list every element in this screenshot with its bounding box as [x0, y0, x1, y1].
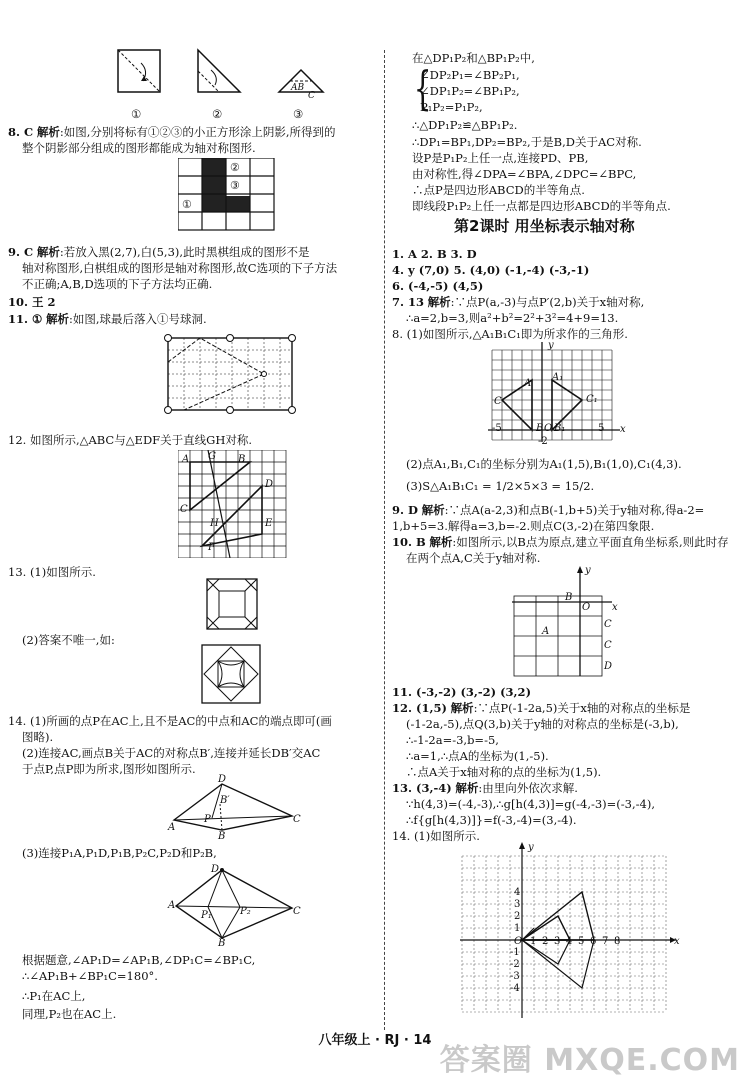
q9-answer: 9. C — [8, 245, 34, 259]
q14-d2-A: A — [168, 900, 176, 911]
q14-d1-P: P — [204, 814, 211, 825]
q9r-answer: 9. D — [392, 503, 418, 517]
g3-1: 1 — [514, 923, 521, 934]
q12-pt-H: H — [210, 518, 219, 529]
q12-line: 12. 如图所示,△ABC与△EDF关于直线GH对称. — [8, 433, 253, 447]
q14-d1-B: B — [218, 831, 226, 842]
g1-5: 5 — [598, 423, 605, 434]
q14-d2-D: D — [211, 864, 220, 875]
g3-x8: 8 — [614, 936, 621, 947]
q11-pool-table — [160, 330, 300, 418]
q9-line1 — [8, 244, 310, 260]
q13r-jiexi: 解析 — [455, 781, 479, 795]
q14-diagram-2 — [168, 864, 300, 946]
q13-r-line2: ∵h(4,3)=(-4,-3),∴g[h(4,3)]=g(-4,-3)=(-3,-4), — [406, 797, 655, 811]
q14-line8: ∴P₁在AC上, — [22, 989, 86, 1003]
q10r-answer: 10. B — [392, 535, 426, 549]
fold-label-2: ② — [212, 107, 223, 121]
q14-line4: 于点P,点P即为所求,图形如图所示. — [22, 762, 196, 776]
g1-B1: B₁ — [554, 423, 566, 434]
g1-B: B — [536, 423, 544, 434]
q14-line5: (3)连接P₁A,P₁D,P₁B,P₂C,P₂D和P₂B, — [22, 846, 217, 860]
q12-r-line2: (-1-2a,-5),点Q(3,b)关于y轴的对称点的坐标是(-3,b), — [406, 717, 679, 731]
q8-line2: 整个阴影部分组成的图形都能成为轴对称图形. — [22, 141, 256, 155]
q11-text: :如图,球最后落入①号球洞. — [68, 312, 207, 326]
q11-answer: 11. ① — [8, 312, 43, 326]
q9-line2: 轴对称图形,白棋组成的图形是轴对称图形,故C选项的下子方法 — [22, 261, 338, 275]
g1-minus2: -2 — [538, 436, 548, 447]
r-top-7: 设P是P₁P₂上任一点,连接PD、PB, — [412, 151, 589, 165]
q13r-text: :由里向外依次求解. — [478, 781, 578, 795]
q8b-line: (2)点A₁,B₁,C₁的坐标分别为A₁(1,5),B₁(1,0),C₁(4,3). — [406, 457, 682, 471]
q13-r-line1 — [392, 780, 578, 796]
g3-O: O — [514, 936, 523, 947]
q8c-line: (3)S△A₁B₁C₁ = 1/2×5×3 = 15/2. — [406, 479, 595, 493]
r-top-1: 在△DP₁P₂和△BP₁P₂中, — [412, 51, 535, 65]
q12r-answer: 12. (1,5) — [392, 701, 447, 715]
q14-diagram-1 — [168, 774, 300, 838]
g3-x5: 5 — [578, 936, 585, 947]
q12-pt-G: G — [208, 451, 216, 462]
q14-d1-D: D — [218, 774, 227, 785]
g3-2: 2 — [514, 911, 521, 922]
q8-text1: :如图,分别将标有①②③的小正方形涂上阴影,所得到的 — [59, 125, 336, 139]
fold-ab-label: AB — [291, 83, 305, 93]
g2-y: y — [585, 565, 591, 576]
g1-O: O — [544, 423, 553, 434]
fold-label-1: ① — [131, 107, 142, 121]
q14-line6: 根据题意,∠AP₁D=∠AP₁B,∠DP₁C=∠BP₁C, — [22, 953, 256, 967]
q10r-text: :如图所示,以B点为原点,建立平面直角坐标系,则此时存 — [452, 535, 729, 549]
g3-x4: 4 — [566, 936, 573, 947]
q14-d1-Bp: B′ — [220, 795, 230, 806]
r-line-2: 4. y (7,0) 5. (4,0) (-1,-4) (-3,-1) — [392, 263, 590, 277]
q12-grid — [178, 450, 288, 558]
q14-r-line: 14. (1)如图所示. — [392, 829, 480, 843]
q14-d2-P2: P₂ — [240, 906, 251, 917]
q9-r-line1 — [392, 502, 704, 518]
column-divider — [384, 50, 385, 1030]
q14-line3: (2)连接AC,画点B关于AC的对称点B′,连接并延长DB′交AC — [22, 746, 321, 760]
q12-pt-D: D — [265, 479, 274, 490]
g1-y: y — [548, 340, 554, 351]
q14-line2: 图略). — [22, 730, 54, 744]
svg-text:①: ① — [182, 198, 192, 211]
g1-minus5: -5 — [492, 423, 502, 434]
q9r-jiexi: 解析 — [421, 503, 445, 517]
page-footer: 八年级上 · RJ · 14 — [318, 1033, 432, 1048]
g3-m4: -4 — [510, 983, 520, 994]
fold-label-3: ③ — [293, 107, 304, 121]
q12-r-line4: ∴a=1,∴点A的坐标为(1,-5). — [406, 749, 549, 763]
g2-C: C — [604, 619, 612, 630]
r-top-8: 由对称性,得∠DPA=∠BPA,∠DPC=∠BPC, — [412, 167, 637, 181]
q10: 10. 王 2 — [8, 295, 56, 309]
g3-x7: 7 — [602, 936, 609, 947]
r-line-5: ∴a=2,b=3,则a²+b²=2²+3²=4+9=13. — [406, 311, 619, 325]
fold-c-label: C — [308, 91, 315, 101]
r-top-9: ∴点P是四边形ABCD的半等角点. — [412, 183, 585, 197]
q13-figure-1 — [205, 577, 259, 631]
q14-d2-C: C — [293, 906, 301, 917]
g2-O: O — [582, 602, 591, 613]
q11-line — [8, 311, 207, 327]
g3-m3: -3 — [510, 971, 520, 982]
section-title: 第2课时 用坐标表示轴对称 — [454, 217, 635, 235]
q12r-jiexi: 解析 — [450, 701, 474, 715]
g1-C1: C₁ — [586, 394, 598, 405]
q12-pt-C: C — [180, 504, 188, 515]
q9-r-line2: 1,b+5=3.解得a=3,b=-2.则点C(3,-2)在第四象限. — [392, 519, 655, 533]
q11-r-line: 11. (-3,-2) (3,-2) (3,2) — [392, 685, 532, 699]
g1-A: A — [524, 378, 532, 389]
g3-x3: 3 — [554, 936, 561, 947]
q7-answer: 7. 13 — [392, 295, 425, 309]
g2-C2: C — [604, 640, 612, 651]
g3-m2: -2 — [510, 959, 520, 970]
g3-x: x — [674, 936, 680, 947]
q12r-text: :∵点P(-1-2a,5)关于x轴的对称点的坐标是 — [473, 701, 691, 715]
g2-D: D — [604, 661, 613, 672]
q7-jiexi: 解析 — [427, 295, 451, 309]
r-top-2: ∠DP₂P₁=∠BP₂P₁, — [420, 68, 520, 82]
q14-d1-C: C — [293, 814, 301, 825]
q13-figure-2 — [200, 643, 262, 705]
r-top-5: ∴△DP₁P₂≌△BP₁P₂. — [412, 118, 518, 132]
q10-r-line2: 在两个点A,C关于y轴对称. — [406, 551, 541, 565]
q8-answer: 8. C — [8, 125, 34, 139]
q10-r-line1 — [392, 534, 729, 550]
r-line-3: 6. (-4,-5) (4,5) — [392, 279, 484, 293]
g2-x: x — [612, 602, 618, 613]
q12-pt-E: E — [265, 518, 273, 529]
g3-x1: 1 — [530, 936, 537, 947]
q8-grid — [178, 158, 278, 234]
q12-pt-F: F — [208, 542, 215, 553]
q12-pt-B: B — [238, 454, 246, 465]
q10r-jiexi: 解析 — [429, 535, 453, 549]
r-top-10: 即线段P₁P₂上任一点都是四边形ABCD的半等角点. — [412, 199, 671, 213]
q13-r-line3: ∴f{g[h(4,3)]}=f(-3,-4)=(3,-4). — [406, 813, 577, 827]
g1-x: x — [620, 424, 626, 435]
q14-d2-B: B — [218, 938, 226, 949]
svg-text:③: ③ — [230, 179, 240, 192]
g1-C: C — [494, 396, 502, 407]
q12-pt-A: A — [182, 454, 190, 465]
system-brace: { — [413, 61, 432, 115]
q14-coordinate-grid — [460, 842, 682, 1022]
r-line-6: 8. (1)如图所示,△A₁B₁C₁即为所求作的三角形. — [392, 327, 628, 341]
q14-d1-A: A — [168, 822, 176, 833]
q13r-answer: 13. (3,-4) — [392, 781, 452, 795]
q12-r-line5: ∴点A关于x轴对称的点的坐标为(1,5). — [406, 765, 602, 779]
g3-4: 4 — [514, 887, 521, 898]
r-line-4 — [392, 294, 644, 310]
r-line-1: 1. A 2. B 3. D — [392, 247, 477, 261]
q7-text: :∵点P(a,-3)与点P′(2,b)关于x轴对称, — [450, 295, 645, 309]
q8-line1 — [8, 124, 336, 140]
q9r-text: :∵点A(a-2,3)和点B(-1,b+5)关于y轴对称,得a-2= — [444, 503, 705, 517]
watermark: 答案圈 MXQE.COM — [439, 1043, 740, 1078]
g3-y: y — [528, 842, 534, 853]
q11-jiexi: 解析 — [45, 312, 69, 326]
svg-text:②: ② — [230, 161, 240, 174]
q9-text1: :若放入黑(2,7),白(5,3),此时黑棋组成的图形不是 — [59, 245, 310, 259]
g3-x2: 2 — [542, 936, 549, 947]
q13b-line: (2)答案不唯一,如: — [22, 633, 115, 647]
q14-d2-P1: P₁ — [201, 910, 212, 921]
q14-line9: 同理,P₂也在AC上. — [22, 1007, 117, 1021]
r-top-3: ∠DP₁P₂=∠BP₁P₂, — [420, 84, 520, 98]
folding-diagram — [113, 45, 343, 125]
r-top-4: P₁P₂=P₁P₂, — [420, 100, 483, 114]
g1-A1: A₁ — [552, 372, 564, 383]
q9-jiexi: 解析 — [36, 245, 60, 259]
q12-r-line1 — [392, 700, 690, 716]
q14-line7: ∴∠AP₁B+∠BP₁C=180°. — [22, 969, 158, 983]
g3-x6: 6 — [590, 936, 597, 947]
q13a-line: 13. (1)如图所示. — [8, 565, 96, 579]
q14-line1: 14. (1)所画的点P在AC上,且不是AC的中点和AC的端点即可(画 — [8, 714, 332, 728]
r-top-6: ∴DP₁=BP₁,DP₂=BP₂,于是B,D关于AC对称. — [412, 135, 642, 149]
q8-jiexi: 解析 — [36, 125, 60, 139]
g3-m1: -1 — [510, 947, 520, 958]
q9-line3: 不正确;A,B,D选项的下子方法均正确. — [22, 277, 213, 291]
g2-A: A — [542, 626, 550, 637]
g3-3: 3 — [514, 899, 521, 910]
g2-B: B — [565, 592, 573, 603]
q12-r-line3: ∴-1-2a=-3,b=-5, — [406, 733, 499, 747]
